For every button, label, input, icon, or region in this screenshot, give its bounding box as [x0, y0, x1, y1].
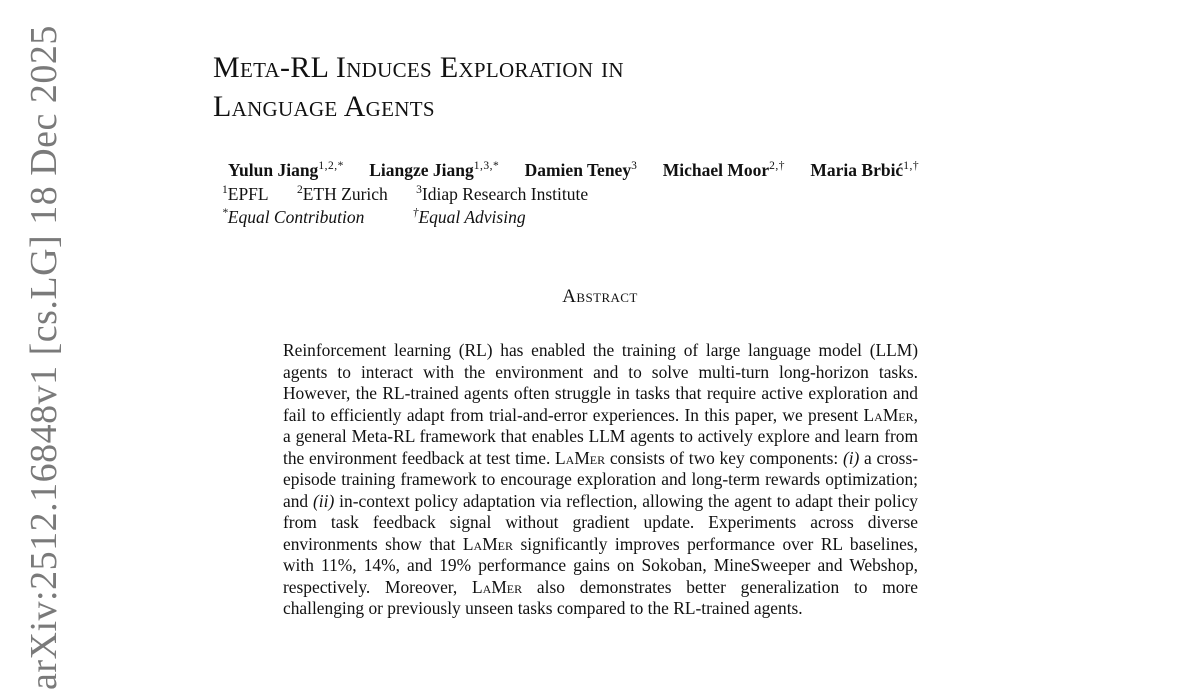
author-marks: 2,† [769, 160, 785, 172]
author-name: Liangze Jiang [369, 160, 474, 180]
affiliation-mark: 2 [296, 184, 303, 196]
arxiv-identifier-stamp: arXiv:2512.16848v1 [cs.LG] 18 Dec 2025 [23, 25, 65, 690]
author-name: Michael Moor [662, 160, 770, 180]
method-name: LaMer [472, 576, 523, 597]
method-name: LaMer [555, 447, 606, 468]
affiliation [416, 184, 600, 204]
affiliation-name: Idiap Research Institute [421, 184, 589, 204]
author-list [228, 160, 940, 181]
affiliation [297, 184, 400, 204]
author-marks: 1,† [903, 160, 920, 172]
author-marks: 1,2,* [318, 160, 344, 172]
method-name: LaMer [462, 533, 513, 554]
abstract-text: Reinforcement learning (RL) has enabled the training of large language model (LLM) agents to interact with the environment and to solve multi-turn long-horizon tasks. However, the RL-trained agents often struggle in tasks that require active exploration and fail to efficiently adapt from trial-and-error experiences. In this paper, we present [283, 340, 918, 425]
method-name: LaMer [863, 404, 914, 425]
affiliation-name: EPFL [227, 184, 269, 204]
abstract-heading: Abstract [562, 286, 638, 307]
title-line-1: Meta-RL Induces Exploration in [213, 51, 624, 84]
author-name: Yulun Jiang [228, 160, 319, 180]
note-text: Equal Advising [418, 207, 526, 227]
author [810, 160, 919, 181]
paper-title [213, 48, 624, 126]
author [663, 160, 785, 181]
author-marks: 3 [631, 160, 638, 172]
enumeration-marker: (ii) [313, 490, 335, 511]
author-name: Maria Brbić [810, 160, 904, 180]
note [222, 207, 386, 227]
note-mark: † [412, 207, 419, 219]
author [525, 160, 638, 181]
affiliation-mark: 1 [222, 184, 228, 196]
author [369, 160, 499, 181]
note-text: Equal Contribution [227, 207, 365, 227]
author [228, 160, 344, 181]
contribution-notes [222, 207, 570, 228]
affiliation-name: ETH Zurich [302, 184, 388, 204]
affiliation-mark: 3 [416, 184, 422, 196]
note-mark: * [222, 207, 228, 219]
abstract-text: also demonstrates better generalization to more challenging or previously unseen tasks compared to the RL-trained agents. [283, 576, 918, 618]
affiliation [222, 184, 281, 204]
author-name: Damien Teney [524, 160, 632, 180]
abstract-text: significantly improves performance over RL baselines, with 11%, 14%, and 19% performance gains on Sokoban, MineSweeper and Webshop, respectively. Moreover, [283, 533, 918, 597]
note [413, 207, 548, 227]
title-line-2: Language Agents [213, 90, 435, 123]
affiliation-list [222, 184, 612, 205]
abstract-text: a cross-episode training framework to encourage exploration and long-term rewards optimization; and [283, 447, 919, 511]
abstract-text: in-context policy adaptation via reflection, allowing the agent to adapt their policy from task feedback signal without gradient update. Experiments across diverse environments show that [283, 490, 918, 554]
enumeration-marker: (i) [842, 447, 860, 468]
abstract-text: , a general Meta-RL framework that enables LLM agents to actively explore and learn from the environment feedback at test time. [283, 404, 918, 468]
author-marks: 1,3,* [473, 160, 500, 172]
abstract-body [283, 340, 918, 620]
abstract-text: consists of two key components: [605, 447, 843, 468]
